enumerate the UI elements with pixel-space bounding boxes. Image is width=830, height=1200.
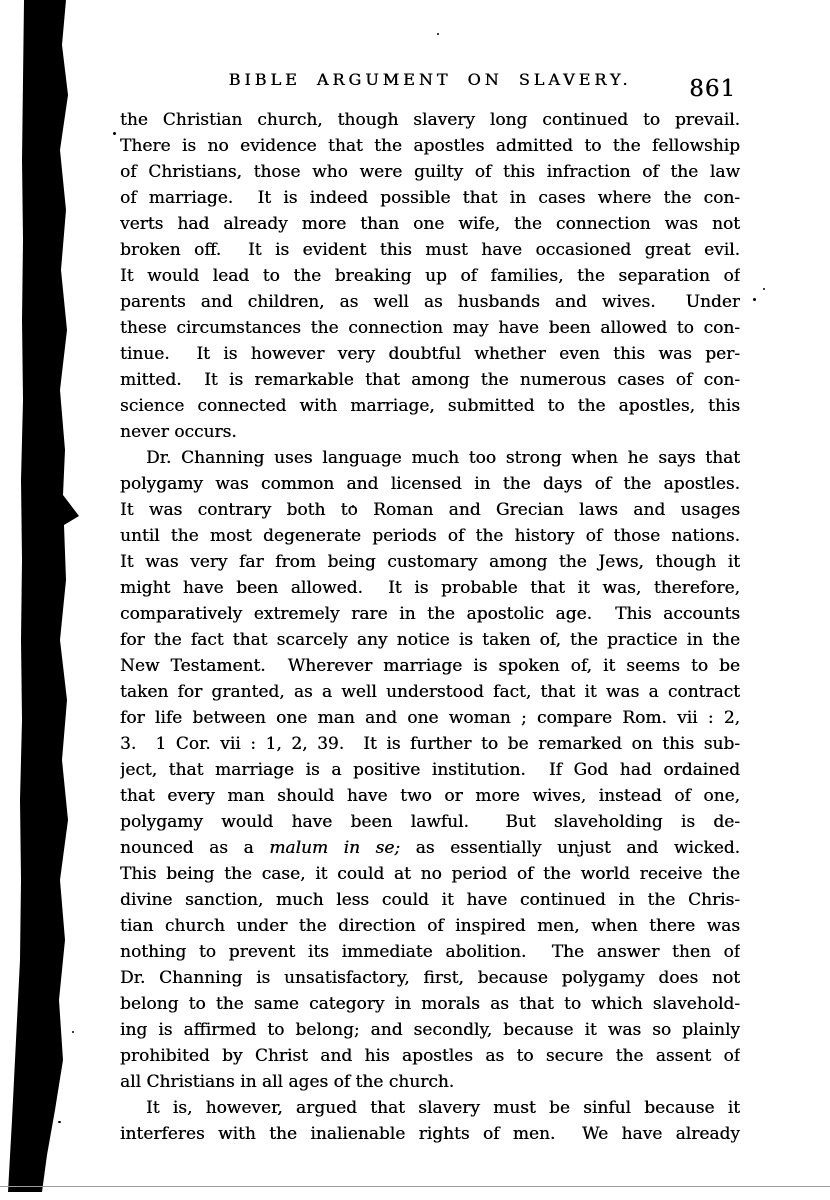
scan-speck [753,298,756,301]
page-header [120,66,740,106]
text-line: It was contrary both to Roman and Grecian laws and usages [120,500,740,520]
text-line: that every man should have two or more wives, instead of one, [120,786,740,806]
running-title: BIBLE ARGUMENT ON SLAVERY. [228,70,632,89]
text-line: polygamy was common and licensed in the days of the apostles. [120,474,740,494]
text-line: tinue. It is however very doubtful whether even this was per- [120,344,740,364]
scan-speck [763,288,765,290]
text-line: 3. 1 Cor. vii : 1, 2, 39. It is further to be remarked on this sub- [120,734,740,754]
scan-edge-line [0,1186,830,1187]
text-line: Dr. Channing uses language much too strong when he says that [146,448,740,468]
text-line: There is no evidence that the apostles admitted to the fellowship [120,136,740,156]
text-line: It was very far from being customary among the Jews, though it [120,552,740,572]
text-line: might have been allowed. It is probable that it was, therefore, [120,578,740,598]
text-line: belong to the same category in morals as that to which slavehold- [120,994,740,1014]
text-line: parents and children, as well as husbands and wives. Under [120,292,740,312]
text-line: until the most degenerate periods of the history of those nations. [120,526,740,546]
book-gutter-shadow [0,0,110,1200]
text-line: for the fact that scarcely any notice is taken of, the practice in the [120,630,740,650]
text-line: New Testament. Wherever marriage is spoken of, it seems to be [120,656,740,676]
text-line: polygamy would have been lawful. But slaveholding is de- [120,812,740,832]
text-line: mitted. It is remarkable that among the numerous cases of con- [120,370,740,390]
text-line: nothing to prevent its immediate abolition. The answer then of [120,942,740,962]
text-line: divine sanction, much less could it have continued in the Chris- [120,890,740,910]
text-line: interferes with the inalienable rights of men. We have already [120,1124,740,1144]
text-line: ing is affirmed to belong; and secondly, because it was so plainly [120,1020,740,1040]
text-segment: nounced as a [120,838,270,858]
text-line: of marriage. It is indeed possible that in cases where the con- [120,188,740,208]
text-line: Dr. Channing is unsatisfactory, first, because polygamy does not [120,968,740,988]
text-line: comparatively extremely rare in the apostolic age. This accounts [120,604,740,624]
text-line: It is, however, argued that slavery must be sinful because it [146,1098,740,1118]
text-line: ject, that marriage is a positive institution. If God had ordained [120,760,740,780]
paragraph [120,107,740,445]
text-line: the Christian church, though slavery long continued to prevail. [120,110,740,130]
paragraph [120,1095,740,1147]
scan-speck [58,1121,61,1123]
text-line: tian church under the direction of inspired men, when there was [120,916,740,936]
text-line: of Christians, those who were guilty of this infraction of the law [120,162,740,182]
scan-speck [113,132,116,135]
text-line: This being the case, it could at no period of the world receive the [120,864,740,884]
text-line: these circumstances the connection may have been allowed to con- [120,318,740,338]
text-line: science connected with marriage, submitted to the apostles, this [120,396,740,416]
text-line: broken off. It is evident this must have occasioned great evil. [120,240,740,260]
scan-speck [72,1031,74,1033]
paragraph [120,445,740,1095]
italic-phrase: malum in se; [269,838,401,858]
page-text [120,107,740,1147]
scan-speck [437,33,439,35]
text-line: never occurs. [120,422,237,442]
page-number: 861 [689,76,736,102]
text-line: for life between one man and one woman ; compare Rom. vii : 2, [120,708,740,728]
text-line: verts had already more than one wife, the connection was not [120,214,740,234]
text-line: all Christians in all ages of the church. [120,1072,455,1092]
text-line [120,835,740,861]
text-line: It would lead to the breaking up of families, the separation of [120,266,740,286]
text-segment: as essentially unjust and wicked. [400,838,740,858]
text-line: taken for granted, as a well understood fact, that it was a contract [120,682,740,702]
text-line: prohibited by Christ and his apostles as to secure the assent of [120,1046,740,1066]
